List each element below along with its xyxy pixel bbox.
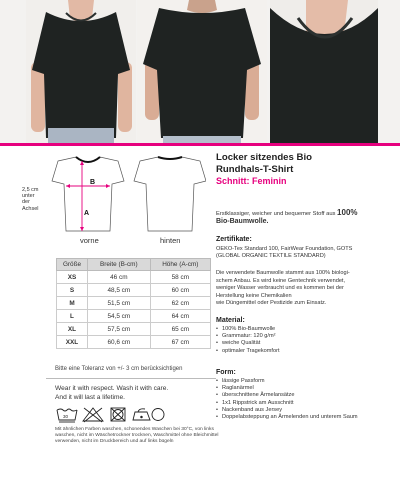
- front-shirt-outline: [52, 157, 124, 231]
- table-row: XXL 60,6 cm 67 cm: [57, 336, 211, 349]
- tolerance-note: Bitte eine Toleranz von +/- 3 cm berücksichtigen: [55, 366, 183, 372]
- no-tumble-dry-icon: [111, 408, 125, 421]
- header-width: Breite (B-cm): [88, 259, 151, 271]
- table-row: XL 57,5 cm 65 cm: [57, 323, 211, 336]
- list-item: • Nackenband aus Jersey: [216, 407, 376, 414]
- svg-text:30: 30: [63, 414, 69, 419]
- no-bleach-icon: [83, 408, 103, 422]
- section-divider: [46, 378, 216, 379]
- label-back: hinten: [160, 236, 181, 245]
- accent-divider: [0, 143, 400, 146]
- table-row: L 54,5 cm 64 cm: [57, 310, 211, 323]
- photo-front-view: [26, 0, 136, 143]
- list-item: • Raglanärmel: [216, 385, 376, 392]
- list-item: • überschnittene Ärmelansätze: [216, 392, 376, 399]
- photo-detail-view: [270, 0, 378, 143]
- label-a: A: [84, 210, 90, 217]
- iron-icon: [133, 409, 150, 420]
- list-item: • optimaler Tragekomfort: [216, 348, 376, 355]
- form-heading: Form:: [216, 369, 236, 376]
- material-list: [216, 326, 376, 355]
- size-table-header: [57, 259, 211, 271]
- material-heading: Material:: [216, 317, 245, 324]
- certificates-text: OEKO-Tex Standard 100, FairWear Foundation, GOTS (GLOBAL ORGANIC TEXTILE STANDARD): [216, 246, 353, 259]
- header-height: Höhe (A-cm): [150, 259, 210, 271]
- intro-text: Erstklassiger, weicher und bequemer Stoff aus 100% Bio-Baumwolle.: [216, 208, 358, 225]
- photo-back-view: [137, 0, 267, 143]
- table-row: M 51,5 cm 62 cm: [57, 297, 211, 310]
- care-symbols: [55, 405, 165, 423]
- label-front: vorne: [80, 236, 99, 245]
- certificates-heading: Zertifikate:: [216, 236, 252, 243]
- cut-subtitle: Schnitt: Feminin: [216, 176, 287, 187]
- list-item: • Doppelabsteppung an Ärmelenden und unterem Saum: [216, 414, 376, 421]
- list-item: • weiche Qualität: [216, 340, 376, 347]
- care-instructions: Mit ähnlichen Farben waschen, schonendes Waschen bei 30°C, von links waschen, nicht im Wäschetrockner trocknen, Waschmittel ohne Bleichmittel verwenden, nicht im Druckbereich und auf links bügeln: [55, 427, 219, 444]
- wear-message: Wear it with respect. Wash it with care. And it will last a lifetime.: [55, 385, 169, 401]
- armpit-note: 2,5 cm unter der Achsel: [22, 187, 39, 212]
- product-heading: [216, 152, 376, 186]
- list-item: • 1x1 Rippstrick am Ausschnitt: [216, 400, 376, 407]
- list-item: • 100% Bio-Baumwolle: [216, 326, 376, 333]
- dry-clean-icon: [152, 409, 164, 421]
- list-item: • lässige Passform: [216, 378, 376, 385]
- product-photo-strip: [0, 0, 400, 143]
- cotton-description: Die verwendete Baumwolle stammt aus 100% biologi- schem Anbau. Es wird keine Gentechnik verwendet, weniger Wasser verbraucht und es kommen bei der Herstellung keine Chemikalien wie Düngemittel oder Pestizide zum Einsatz.: [216, 270, 350, 306]
- form-list: [216, 378, 376, 421]
- list-item: • Grammatur: 120 g/m²: [216, 333, 376, 340]
- size-table: [56, 258, 211, 349]
- header-size: Größe: [57, 259, 88, 271]
- back-shirt-outline: [134, 157, 206, 231]
- label-b: B: [90, 179, 96, 186]
- table-row: S 48,5 cm 60 cm: [57, 284, 211, 297]
- measurement-diagram: [46, 153, 206, 253]
- table-row: XS 46 cm 58 cm: [57, 271, 211, 284]
- product-title: Locker sitzendes Bio Rundhals-T-Shirt: [216, 152, 312, 175]
